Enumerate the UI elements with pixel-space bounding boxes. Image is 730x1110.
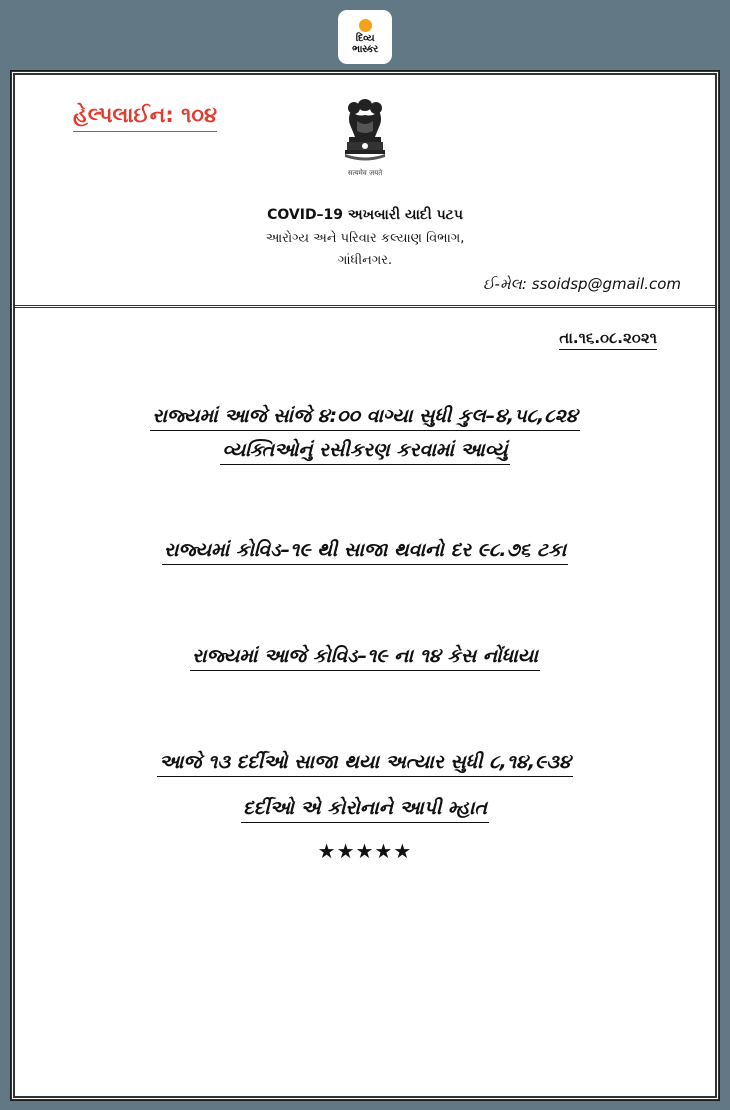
helpline-number: હેલ્પલાઈન: ૧૦૪ xyxy=(73,103,217,132)
vaccination-headline-line1 xyxy=(15,405,715,427)
new-cases-headline-text: રાજ્યમાં આજે કોવિડ–૧૯ ના ૧૪ કેસ નોંધાયા xyxy=(190,645,540,671)
recovered-headline-line2-text: દર્દીઓ એ કોરોનાને આપી મ્હાત xyxy=(241,797,489,823)
press-release-sheet xyxy=(10,70,720,1101)
end-stars: ★★★★★ xyxy=(317,839,413,863)
header-divider xyxy=(15,305,715,308)
release-title: COVID–19 અખબારી યાદી પટપ xyxy=(267,207,463,223)
vaccination-headline-line2-text: વ્યક્તિઓનું રસીકરણ કરવામાં આવ્યું xyxy=(220,439,509,465)
recovery-rate-headline-text: રાજ્યમાં કોવિડ–૧૯ થી સાજા થવાનો દર ૯૮.૭૬ ટકા xyxy=(162,539,568,565)
press-release-header xyxy=(15,75,715,305)
vaccination-headline-line2 xyxy=(15,439,715,461)
department-name: આરોગ્ય અને પરિવાર કલ્યાણ વિભાગ, xyxy=(265,231,465,246)
new-cases-headline xyxy=(15,645,715,667)
divya-bhaskar-logo xyxy=(338,10,392,64)
sun-dot-icon xyxy=(359,19,372,32)
national-emblem-icon xyxy=(335,97,395,169)
contact-email: ઈ-મેલ: ssoidsp@gmail.com xyxy=(482,275,681,293)
recovery-rate-headline xyxy=(15,539,715,561)
recovered-headline-line1-text: આજે ૧૩ દર્દીઓ સાજા થયા અત્યાર સુધી ૮,૧૪,૯૩૪ xyxy=(157,751,572,777)
vaccination-headline-line1-text: રાજ્યમાં આજે સાંજે ૪:૦૦ વાગ્યા સુધી કુલ–૪,૫૮,૮૨૪ xyxy=(150,405,579,431)
recovered-headline-line2 xyxy=(15,797,715,819)
logo-text-line2: ભાસ્કર xyxy=(352,44,378,55)
recovered-headline-line1 xyxy=(15,751,715,773)
emblem-motto: सत्यमेव जयते xyxy=(347,169,383,177)
release-date: તા.૧૬.૦૮.૨૦૨૧ xyxy=(559,329,657,350)
logo-text-line1: દિવ્ય xyxy=(355,33,375,44)
city-name: ગાંધીનગર. xyxy=(337,253,393,268)
